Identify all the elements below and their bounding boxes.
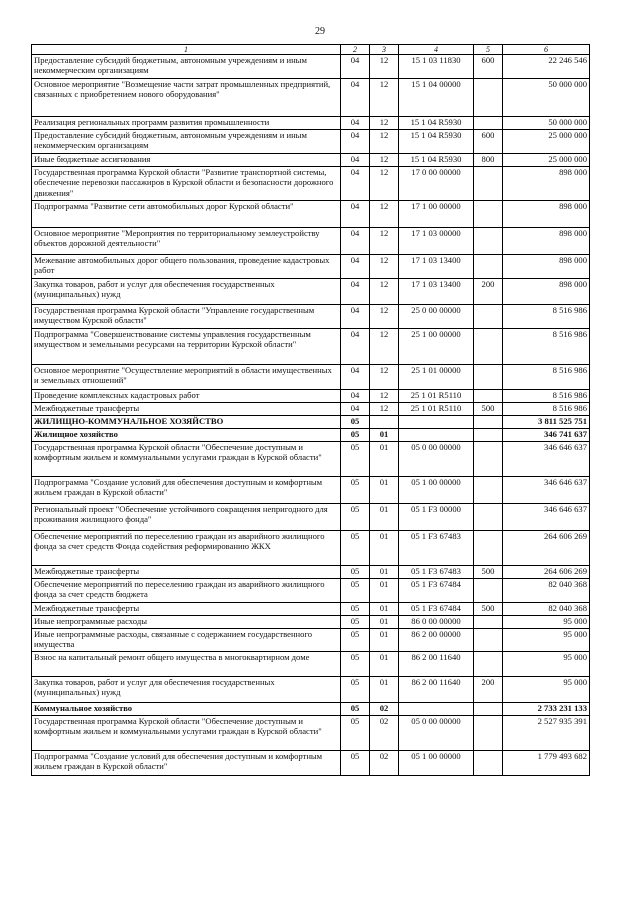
cell-target-article: 86 0 00 00000 <box>399 616 474 629</box>
cell-target-article: 05 1 F3 67483 <box>399 566 474 579</box>
cell-amount: 8 516 986 <box>503 390 590 403</box>
cell-subsection: 12 <box>370 130 399 154</box>
cell-name: Проведение комплексных кадастровых работ <box>32 390 341 403</box>
table-row <box>32 201 590 228</box>
cell-amount: 22 246 546 <box>503 55 590 79</box>
cell-subsection: 01 <box>370 429 399 442</box>
cell-name: Региональный проект "Обеспечение устойчивого сокращения непригодного для проживания жилищного фонда" <box>32 504 341 531</box>
cell-target-article: 05 1 F3 00000 <box>399 504 474 531</box>
cell-target-article <box>399 429 474 442</box>
cell-expense-kind <box>474 652 503 677</box>
cell-subsection: 12 <box>370 79 399 117</box>
table-row <box>32 616 590 629</box>
cell-amount: 95 000 <box>503 629 590 652</box>
cell-amount: 82 040 368 <box>503 579 590 603</box>
table-row <box>32 117 590 130</box>
cell-section: 04 <box>341 167 370 201</box>
cell-subsection <box>370 416 399 429</box>
cell-expense-kind <box>474 305 503 329</box>
cell-name: Иные непрограммные расходы <box>32 616 341 629</box>
cell-subsection: 01 <box>370 566 399 579</box>
cell-name: Государственная программа Курской области "Развитие транспортной системы, обеспечение перевозки пассажиров в Курской области и безопасности дорожного движения" <box>32 167 341 201</box>
cell-section: 05 <box>341 703 370 716</box>
cell-expense-kind <box>474 751 503 776</box>
budget-table <box>31 44 590 776</box>
table-row <box>32 365 590 390</box>
cell-subsection: 01 <box>370 579 399 603</box>
cell-subsection: 01 <box>370 504 399 531</box>
cell-expense-kind <box>474 579 503 603</box>
cell-section: 04 <box>341 55 370 79</box>
table-row <box>32 429 590 442</box>
cell-amount: 1 779 493 682 <box>503 751 590 776</box>
cell-target-article: 05 1 00 00000 <box>399 751 474 776</box>
cell-subsection: 12 <box>370 55 399 79</box>
col-header-subsection: 3 <box>370 45 399 55</box>
cell-name: Жилищное хозяйство <box>32 429 341 442</box>
cell-subsection: 01 <box>370 531 399 566</box>
cell-name: Коммунальное хозяйство <box>32 703 341 716</box>
cell-expense-kind <box>474 228 503 255</box>
cell-expense-kind: 500 <box>474 566 503 579</box>
table-row <box>32 416 590 429</box>
cell-name: Государственная программа Курской области "Обеспечение доступным и комфортным жильем и коммунальными услугами граждан в Курской области" <box>32 442 341 477</box>
cell-expense-kind <box>474 255 503 279</box>
cell-target-article: 05 0 00 00000 <box>399 716 474 751</box>
cell-section: 05 <box>341 652 370 677</box>
cell-amount: 346 646 637 <box>503 477 590 504</box>
table-row <box>32 329 590 365</box>
cell-subsection: 12 <box>370 154 399 167</box>
cell-name: Основное мероприятие "Осуществление мероприятий в области имущественных и земельных отношений" <box>32 365 341 390</box>
cell-name: Закупка товаров, работ и услуг для обеспечения государственных (муниципальных) нужд <box>32 677 341 703</box>
table-row <box>32 279 590 305</box>
table-row <box>32 579 590 603</box>
cell-amount: 25 000 000 <box>503 130 590 154</box>
table-row <box>32 403 590 416</box>
cell-expense-kind: 200 <box>474 279 503 305</box>
col-header-section: 2 <box>341 45 370 55</box>
cell-name: Государственная программа Курской области "Управление государственным имуществом Курской области" <box>32 305 341 329</box>
cell-expense-kind: 600 <box>474 130 503 154</box>
cell-expense-kind <box>474 201 503 228</box>
cell-name: Межбюджетные трансферты <box>32 603 341 616</box>
cell-target-article: 17 1 03 13400 <box>399 279 474 305</box>
cell-target-article: 05 1 F3 67484 <box>399 603 474 616</box>
cell-section: 04 <box>341 329 370 365</box>
cell-subsection: 01 <box>370 616 399 629</box>
cell-name: Основное мероприятие "Мероприятия по территориальному землеустройству объектов дорожной деятельности" <box>32 228 341 255</box>
cell-amount: 95 000 <box>503 677 590 703</box>
cell-name: Подпрограмма "Развитие сети автомобильных дорог Курской области" <box>32 201 341 228</box>
cell-target-article: 86 2 00 11640 <box>399 652 474 677</box>
cell-expense-kind <box>474 365 503 390</box>
table-row <box>32 255 590 279</box>
cell-section: 04 <box>341 117 370 130</box>
cell-section: 04 <box>341 365 370 390</box>
cell-amount: 898 000 <box>503 255 590 279</box>
cell-target-article: 15 1 04 R5930 <box>399 117 474 130</box>
cell-section: 05 <box>341 566 370 579</box>
cell-section: 04 <box>341 201 370 228</box>
cell-expense-kind <box>474 531 503 566</box>
cell-expense-kind: 500 <box>474 603 503 616</box>
cell-expense-kind <box>474 79 503 117</box>
cell-subsection: 12 <box>370 279 399 305</box>
cell-target-article: 25 1 01 R5110 <box>399 403 474 416</box>
cell-amount: 346 741 637 <box>503 429 590 442</box>
table-row <box>32 566 590 579</box>
cell-subsection: 01 <box>370 629 399 652</box>
cell-expense-kind <box>474 703 503 716</box>
cell-name: Подпрограмма "Совершенствование системы управления государственным имуществом и земельными ресурсами на территории Курской области" <box>32 329 341 365</box>
cell-section: 05 <box>341 579 370 603</box>
cell-amount: 3 811 525 751 <box>503 416 590 429</box>
cell-target-article: 17 0 00 00000 <box>399 167 474 201</box>
cell-target-article: 25 1 00 00000 <box>399 329 474 365</box>
cell-amount: 8 516 986 <box>503 403 590 416</box>
cell-target-article: 25 1 01 R5110 <box>399 390 474 403</box>
cell-section: 04 <box>341 130 370 154</box>
table-row <box>32 504 590 531</box>
cell-target-article: 17 1 03 13400 <box>399 255 474 279</box>
col-header-expense-kind: 5 <box>474 45 503 55</box>
table-row <box>32 531 590 566</box>
cell-name: Межбюджетные трансферты <box>32 403 341 416</box>
cell-subsection: 12 <box>370 403 399 416</box>
column-number-row <box>32 45 590 55</box>
cell-target-article: 86 2 00 00000 <box>399 629 474 652</box>
cell-section: 04 <box>341 279 370 305</box>
cell-section: 05 <box>341 416 370 429</box>
cell-amount: 95 000 <box>503 652 590 677</box>
cell-section: 05 <box>341 477 370 504</box>
table-row <box>32 130 590 154</box>
cell-section: 04 <box>341 255 370 279</box>
table-row <box>32 305 590 329</box>
page-number: 29 <box>315 26 325 37</box>
cell-expense-kind <box>474 629 503 652</box>
cell-subsection: 12 <box>370 329 399 365</box>
cell-name: Межевание автомобильных дорог общего пользования, проведение кадастровых работ <box>32 255 341 279</box>
cell-target-article: 25 0 00 00000 <box>399 305 474 329</box>
cell-amount: 82 040 368 <box>503 603 590 616</box>
cell-name: Закупка товаров, работ и услуг для обеспечения государственных (муниципальных) нужд <box>32 279 341 305</box>
table-row <box>32 167 590 201</box>
cell-target-article <box>399 416 474 429</box>
cell-name: Предоставление субсидий бюджетным, автономным учреждениям и иным некоммерческим организациям <box>32 130 341 154</box>
table-row <box>32 55 590 79</box>
cell-amount: 346 646 637 <box>503 504 590 531</box>
cell-expense-kind <box>474 504 503 531</box>
cell-name: Государственная программа Курской области "Обеспечение доступным и комфортным жильем и коммунальными услугами граждан в Курской области" <box>32 716 341 751</box>
cell-section: 05 <box>341 603 370 616</box>
cell-expense-kind <box>474 416 503 429</box>
table-row <box>32 442 590 477</box>
cell-subsection: 02 <box>370 716 399 751</box>
cell-section: 05 <box>341 629 370 652</box>
cell-target-article: 17 1 00 00000 <box>399 201 474 228</box>
cell-amount: 8 516 986 <box>503 329 590 365</box>
cell-name: Иные бюджетные ассигнования <box>32 154 341 167</box>
cell-amount: 898 000 <box>503 167 590 201</box>
cell-target-article: 15 1 03 11830 <box>399 55 474 79</box>
cell-section: 05 <box>341 442 370 477</box>
table-row <box>32 652 590 677</box>
table-row <box>32 603 590 616</box>
cell-amount: 898 000 <box>503 201 590 228</box>
cell-subsection: 02 <box>370 751 399 776</box>
cell-amount: 2 733 231 133 <box>503 703 590 716</box>
cell-expense-kind <box>474 117 503 130</box>
cell-name: Взнос на капитальный ремонт общего имущества в многоквартирном доме <box>32 652 341 677</box>
cell-subsection: 12 <box>370 365 399 390</box>
cell-section: 05 <box>341 751 370 776</box>
cell-section: 05 <box>341 616 370 629</box>
cell-amount: 346 646 637 <box>503 442 590 477</box>
cell-target-article: 05 1 00 00000 <box>399 477 474 504</box>
cell-expense-kind <box>474 390 503 403</box>
table-row <box>32 154 590 167</box>
table-row <box>32 677 590 703</box>
table-row <box>32 629 590 652</box>
cell-subsection: 12 <box>370 390 399 403</box>
cell-name: Реализация региональных программ развития промышленности <box>32 117 341 130</box>
cell-amount: 50 000 000 <box>503 117 590 130</box>
cell-subsection: 12 <box>370 255 399 279</box>
cell-subsection: 01 <box>370 477 399 504</box>
col-header-name: 1 <box>32 45 341 55</box>
cell-subsection: 12 <box>370 117 399 130</box>
cell-target-article: 15 1 04 R5930 <box>399 154 474 167</box>
cell-subsection: 01 <box>370 442 399 477</box>
cell-subsection: 01 <box>370 677 399 703</box>
cell-name: Подпрограмма "Создание условий для обеспечения доступным и комфортным жильем граждан в Курской области" <box>32 751 341 776</box>
cell-subsection: 12 <box>370 305 399 329</box>
cell-amount: 95 000 <box>503 616 590 629</box>
table-row <box>32 390 590 403</box>
cell-subsection: 12 <box>370 167 399 201</box>
cell-target-article: 05 1 F3 67483 <box>399 531 474 566</box>
cell-subsection: 02 <box>370 703 399 716</box>
cell-section: 04 <box>341 403 370 416</box>
table-row <box>32 703 590 716</box>
cell-subsection: 01 <box>370 652 399 677</box>
cell-target-article: 15 1 04 00000 <box>399 79 474 117</box>
cell-expense-kind <box>474 329 503 365</box>
col-header-target-article: 4 <box>399 45 474 55</box>
cell-subsection: 01 <box>370 603 399 616</box>
cell-section: 05 <box>341 716 370 751</box>
cell-expense-kind <box>474 167 503 201</box>
table-row <box>32 228 590 255</box>
cell-expense-kind <box>474 477 503 504</box>
cell-name: Обеспечение мероприятий по переселению граждан из аварийного жилищного фонда за счет средств Фонда содействия реформированию ЖКХ <box>32 531 341 566</box>
cell-name: Основное мероприятие "Возмещение части затрат промышленных предприятий, связанных с приобретением нового оборудования" <box>32 79 341 117</box>
cell-target-article: 86 2 00 11640 <box>399 677 474 703</box>
cell-section: 05 <box>341 677 370 703</box>
cell-name: ЖИЛИЩНО-КОММУНАЛЬНОЕ ХОЗЯЙСТВО <box>32 416 341 429</box>
cell-section: 04 <box>341 154 370 167</box>
cell-section: 04 <box>341 305 370 329</box>
cell-name: Обеспечение мероприятий по переселению граждан из аварийного жилищного фонда за счет средств бюджета <box>32 579 341 603</box>
cell-target-article: 25 1 01 00000 <box>399 365 474 390</box>
cell-amount: 8 516 986 <box>503 365 590 390</box>
table-row <box>32 751 590 776</box>
cell-amount: 25 000 000 <box>503 154 590 167</box>
cell-section: 04 <box>341 79 370 117</box>
cell-expense-kind <box>474 429 503 442</box>
table-body <box>32 55 590 776</box>
cell-section: 04 <box>341 390 370 403</box>
cell-amount: 264 606 269 <box>503 531 590 566</box>
cell-section: 04 <box>341 228 370 255</box>
cell-expense-kind: 200 <box>474 677 503 703</box>
cell-target-article: 15 1 04 R5930 <box>399 130 474 154</box>
cell-name: Подпрограмма "Создание условий для обеспечения доступным и комфортным жильем граждан в Курской области" <box>32 477 341 504</box>
cell-name: Межбюджетные трансферты <box>32 566 341 579</box>
cell-expense-kind: 800 <box>474 154 503 167</box>
cell-amount: 898 000 <box>503 279 590 305</box>
cell-amount: 8 516 986 <box>503 305 590 329</box>
cell-expense-kind: 500 <box>474 403 503 416</box>
cell-section: 05 <box>341 504 370 531</box>
cell-subsection: 12 <box>370 201 399 228</box>
table-row <box>32 716 590 751</box>
cell-expense-kind: 600 <box>474 55 503 79</box>
col-header-amount: 6 <box>503 45 590 55</box>
cell-target-article: 05 0 00 00000 <box>399 442 474 477</box>
cell-target-article: 05 1 F3 67484 <box>399 579 474 603</box>
cell-expense-kind <box>474 442 503 477</box>
table-row <box>32 79 590 117</box>
cell-section: 05 <box>341 429 370 442</box>
cell-expense-kind <box>474 716 503 751</box>
cell-section: 05 <box>341 531 370 566</box>
cell-amount: 2 527 935 391 <box>503 716 590 751</box>
cell-target-article <box>399 703 474 716</box>
cell-amount: 898 000 <box>503 228 590 255</box>
cell-amount: 50 000 000 <box>503 79 590 117</box>
table-row <box>32 477 590 504</box>
cell-name: Иные непрограммные расходы, связанные с содержанием государственного имущества <box>32 629 341 652</box>
cell-amount: 264 606 269 <box>503 566 590 579</box>
cell-target-article: 17 1 03 00000 <box>399 228 474 255</box>
cell-name: Предоставление субсидий бюджетным, автономным учреждениям и иным некоммерческим организациям <box>32 55 341 79</box>
cell-expense-kind <box>474 616 503 629</box>
cell-subsection: 12 <box>370 228 399 255</box>
